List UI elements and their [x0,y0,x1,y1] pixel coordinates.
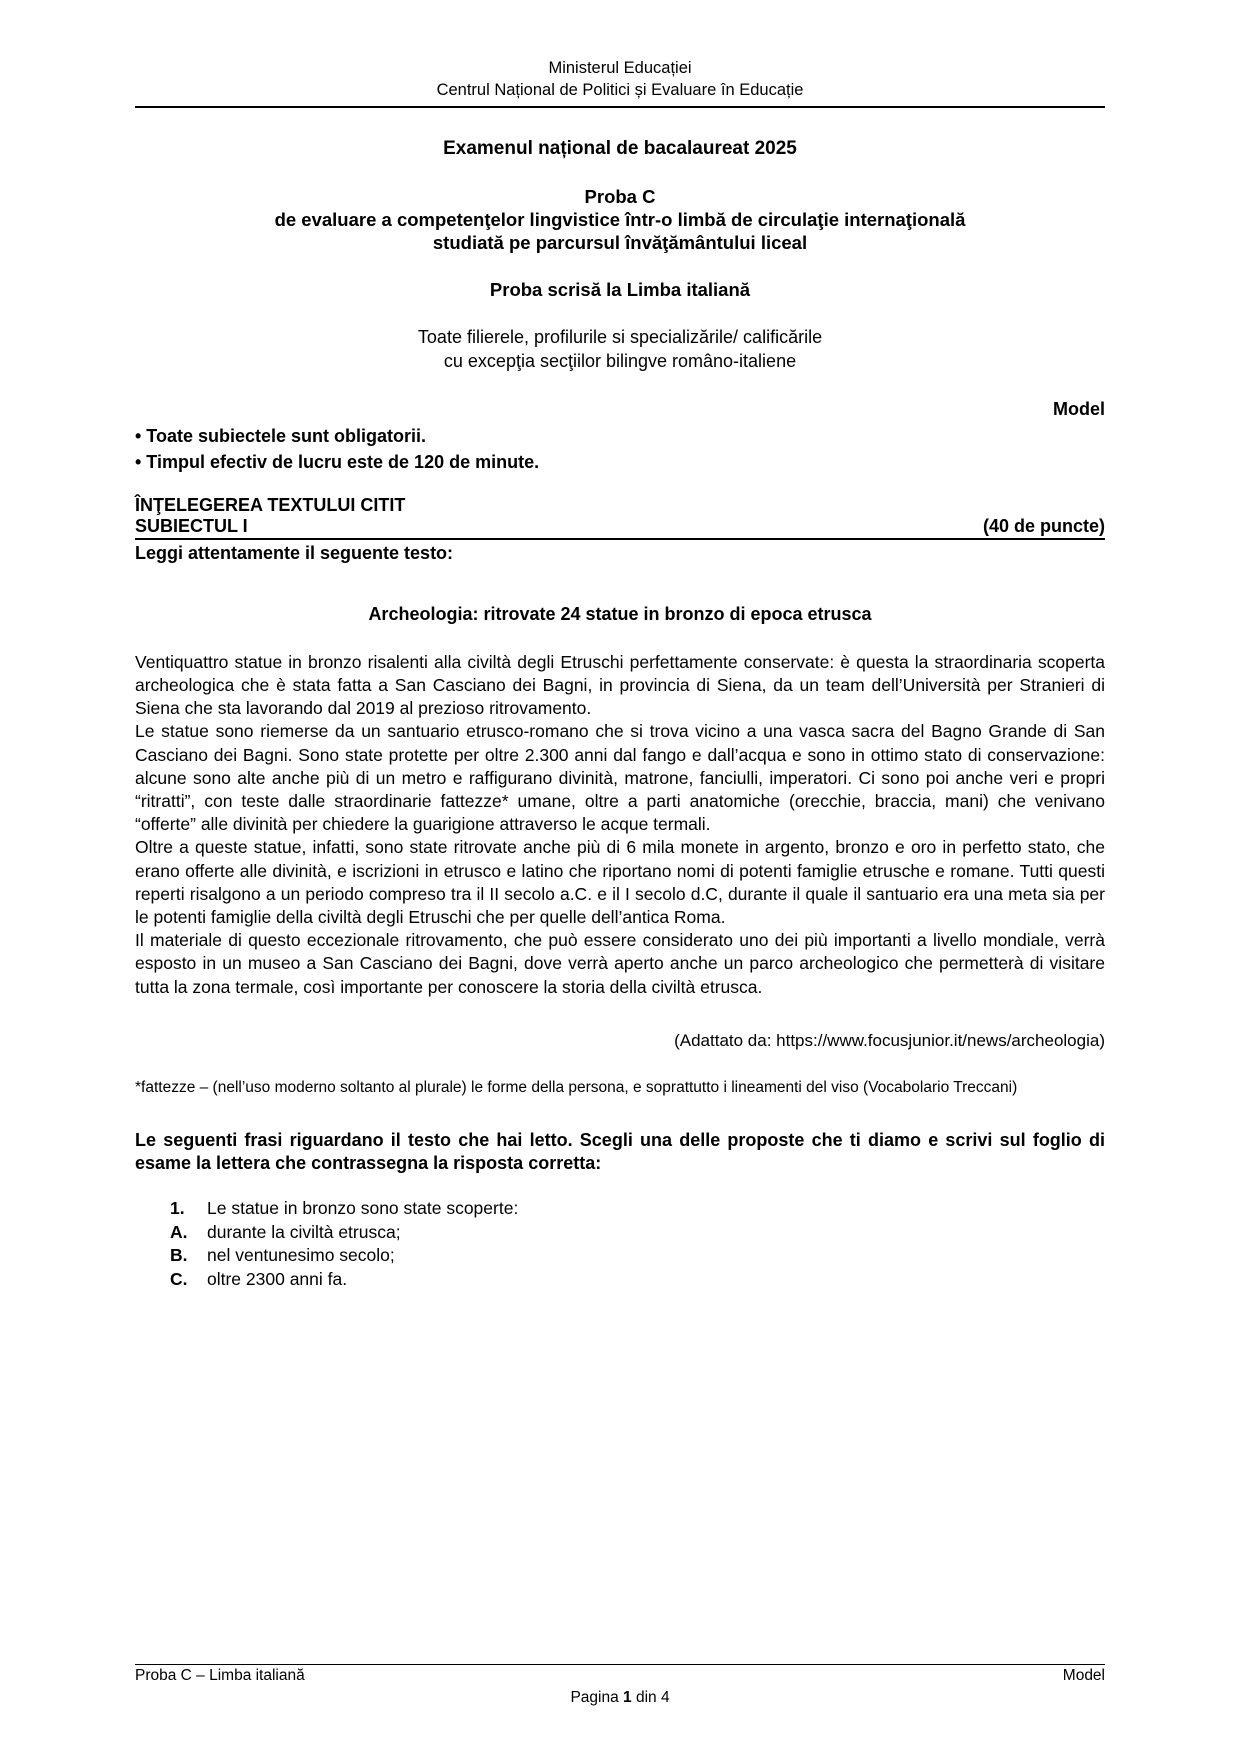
option-letter: A. [170,1221,188,1242]
reading-instruction: Leggi attentamente il seguente testo: [135,542,454,563]
article-title: Archeologia: ritrovate 24 statue in bronzo di epoca etrusca [368,603,872,624]
exam-description-line2: studiată pe parcursul învăţământului liceal [432,232,808,254]
option-letter: C. [170,1268,188,1289]
article-paragraph: Oltre a queste statue, infatti, sono state ritrovate anche più di 6 mila monete in argento, bronzo e oro in perfetto stato, che erano offerte alle divinità, e iscrizioni in etrusco e latino che riportano nomi di potenti famiglie etrusche e romane. Tutti questi reperti risalgono a un periodo compreso tra il II secolo a.C. e il I secolo d.C, durante il quale il santuario era una meta sia per le potenti famiglie della civiltà degli Etruschi che per quelle dell’antica Roma. [135,837,1105,928]
article-paragraph: Ventiquattro statue in bronzo risalenti alla civiltà degli Etruschi perfettamente conservate: è questa la straordinaria scoperta archeologica che è stata fatta a San Casciano dei Bagni, in provincia di Siena, da un team dell’Università per Stranieri di Siena che sta lavorando dal 2019 al prezioso ritrovamento. [135,651,1105,719]
option-letter: B. [170,1245,188,1266]
ministry-name: Ministerul Educației [548,59,692,77]
question-number: 1. [170,1198,185,1219]
section-heading: ÎNŢELEGEREA TEXTULUI CITIT [135,494,406,515]
written-test-subject: Proba scrisă la Limba italiană [489,278,751,300]
task-instruction: Le seguenti frasi riguardano il testo che hai letto. Scegli una delle proposte che ti diamo e scrivi sul foglio di esame la lettera che contrassegna la risposta corretta: [135,1129,1105,1173]
source-attribution: (Adattato da: https://www.focusjunior.it/news/archeologia) [674,1030,1105,1050]
page-number-value: 1 [623,1689,632,1706]
footnote: *fattezze – (nell’uso moderno soltanto al plurale) le forme della persona, e soprattutto i lineamenti del viso (Vocabolario Treccani) [135,1078,1018,1096]
points-label: (40 de puncte) [982,515,1105,536]
article-paragraph: Il materiale di questo eccezionale ritrovamento, che può essere considerato uno dei più importanti a livello mondiale, verrà esposto in un museo a San Casciano dei Bagni, dove verrà aperto anche un parco archeologico che permetterà di visitare tutta la zona termale, così importante per conoscere la storia della civiltà etrusca. [135,930,1105,997]
page-number [135,1689,1105,1707]
subject-label: SUBIECTUL I [135,515,248,536]
document-header [135,58,1105,102]
instruction-bullet-1: • Toate subiectele sunt obligatorii. [135,426,427,447]
track-note-line2: cu excepţia secţiilor bilingve româno-italiene [443,351,797,372]
question-text: Le statue in bronzo sono state scoperte: [207,1198,519,1219]
track-note-line1: Toate filierele, profilurile si specializările/ calificările [417,326,823,347]
article-paragraph: Le statue sono riemerse da un santuario etrusco-romano che si trova vicino a una vasca sacra del Bagno Grande di San Casciano dei Bagni. Sono state protette per oltre 2.300 anni dal fango e dall’acqua e sono in ottimo stato di conservazione: alcune sono alte anche più di un metro e raffigurano divinità, matrone, fanciulli, imperatori. Ci sono poi anche veri e propri “ritratti”, con teste dalle straordinarie fattezze* umane, oltre a parti anatomiche (orecchie, braccia, mani) che venivano “offerte” alle divinità per chiedere la guarigione attraverso le acque termali. [135,721,1105,835]
instruction-bullet-2: • Timpul efectiv de lucru este de 120 de minute. [135,451,540,472]
answer-option [170,1244,1105,1268]
document-footer [135,1664,1105,1707]
option-text: nel ventunesimo secolo; [207,1245,395,1266]
option-text: oltre 2300 anni fa. [207,1268,348,1289]
question-item [170,1197,1105,1221]
footer-right: Model [1062,1667,1105,1684]
general-instructions [135,424,1105,474]
exam-title: Examenul național de bacalaureat 2025 [443,137,797,159]
footer-row [135,1665,1105,1685]
page-number-suffix: din 4 [631,1689,670,1706]
question-block [135,1197,1105,1291]
proba-label: Proba C [584,185,656,207]
center-name: Centrul Național de Politici și Evaluare în Educație [436,80,804,99]
option-text: durante la civiltà etrusca; [207,1221,401,1242]
model-label: Model [1053,399,1105,420]
answer-option [170,1268,1105,1292]
footer-left: Proba C – Limba italiană [135,1667,305,1684]
exam-description-line1: de evaluare a competenţelor lingvistice într-o limbă de circulaţie internaţională [274,208,966,230]
track-note [135,325,1105,374]
article-body [135,651,1105,999]
header-divider [135,106,1105,108]
answer-option [170,1221,1105,1245]
page-number-prefix: Pagina [570,1689,624,1706]
subject-row [135,516,1105,540]
